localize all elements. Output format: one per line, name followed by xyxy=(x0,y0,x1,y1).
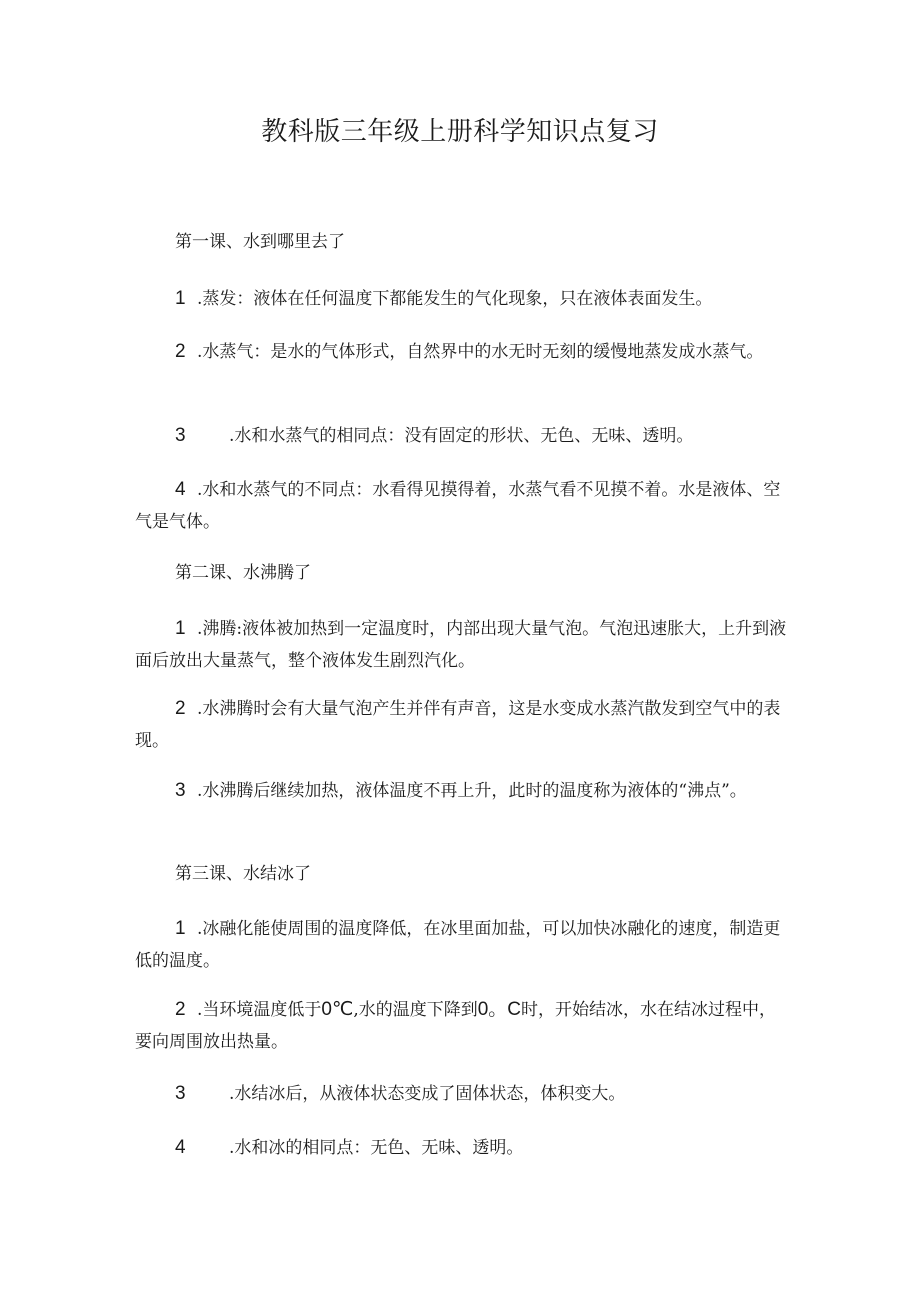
item-number: 2 xyxy=(175,698,186,719)
lesson-3-item-4 xyxy=(135,1132,790,1164)
item-number: 3 xyxy=(175,1083,186,1104)
temperature-value: 0。C xyxy=(477,999,522,1020)
temperature-value: 0℃ xyxy=(321,999,354,1020)
item-text: ,水的温度下降到 xyxy=(353,1000,478,1020)
item-number: 3 xyxy=(175,780,186,801)
item-text: .水蒸气：是水的气体形式，自然界中的水无时无刻的缓慢地蒸发成水蒸气。 xyxy=(197,342,764,362)
item-text: .水和水蒸气的相同点：没有固定的形状、无色、无味、透明。 xyxy=(229,426,694,446)
item-text: .水和水蒸气的不同点：水看得见摸得着，水蒸气看不见摸不着。水是液体、空气是气体。 xyxy=(135,480,781,532)
lesson-3-item-1 xyxy=(135,913,790,977)
lesson-3-heading: 第三课、水结冰了 xyxy=(175,864,311,884)
lesson-2-heading: 第二课、水沸腾了 xyxy=(175,563,311,583)
item-text: .沸腾:液体被加热到一定温度时，内部出现大量气泡。气泡迅速胀大，上升到液面后放出大量蒸气，整个液体发生剧烈汽化。 xyxy=(135,619,787,671)
item-text: .水沸腾时会有大量气泡产生并伴有声音，这是水变成水蒸汽散发到空气中的表现。 xyxy=(135,699,781,751)
lesson-2-item-1 xyxy=(135,613,790,677)
lesson-1-heading: 第一课、水到哪里去了 xyxy=(175,232,345,252)
lesson-3-item-3 xyxy=(135,1078,790,1110)
item-number: 4 xyxy=(175,479,186,500)
lesson-3-item-2 xyxy=(135,994,790,1058)
document-title: 教科版三年级上册科学知识点复习 xyxy=(261,117,659,147)
lesson-1-item-1 xyxy=(135,283,790,315)
item-number: 4 xyxy=(175,1137,186,1158)
item-text: .当环境温度低于 xyxy=(197,1000,322,1020)
item-number: 3 xyxy=(175,425,186,446)
item-number: 2 xyxy=(175,999,186,1020)
lesson-2-item-3 xyxy=(135,775,790,807)
item-text: 时，开始结冰，水在结冰过程中，要向周围放出热量。 xyxy=(135,1000,777,1052)
item-text: .冰融化能使周围的温度降低，在冰里面加盐，可以加快冰融化的速度，制造更低的温度。 xyxy=(135,919,781,971)
item-text: .水和冰的相同点：无色、无味、透明。 xyxy=(229,1138,524,1158)
lesson-2-item-2 xyxy=(135,693,790,757)
item-number: 1 xyxy=(175,288,186,309)
item-number: 1 xyxy=(175,618,186,639)
item-number: 1 xyxy=(175,918,186,939)
item-number: 2 xyxy=(175,341,186,362)
item-text: .蒸发：液体在任何温度下都能发生的气化现象，只在液体表面发生。 xyxy=(197,289,713,309)
lesson-1-item-2 xyxy=(135,336,790,368)
item-text: .水结冰后，从液体状态变成了固体状态，体积变大。 xyxy=(229,1084,626,1104)
lesson-1-item-4 xyxy=(135,474,790,538)
item-text: .水沸腾后继续加热，液体温度不再上升，此时的温度称为液体的“沸点”。 xyxy=(197,781,747,801)
lesson-1-item-3 xyxy=(135,420,790,452)
